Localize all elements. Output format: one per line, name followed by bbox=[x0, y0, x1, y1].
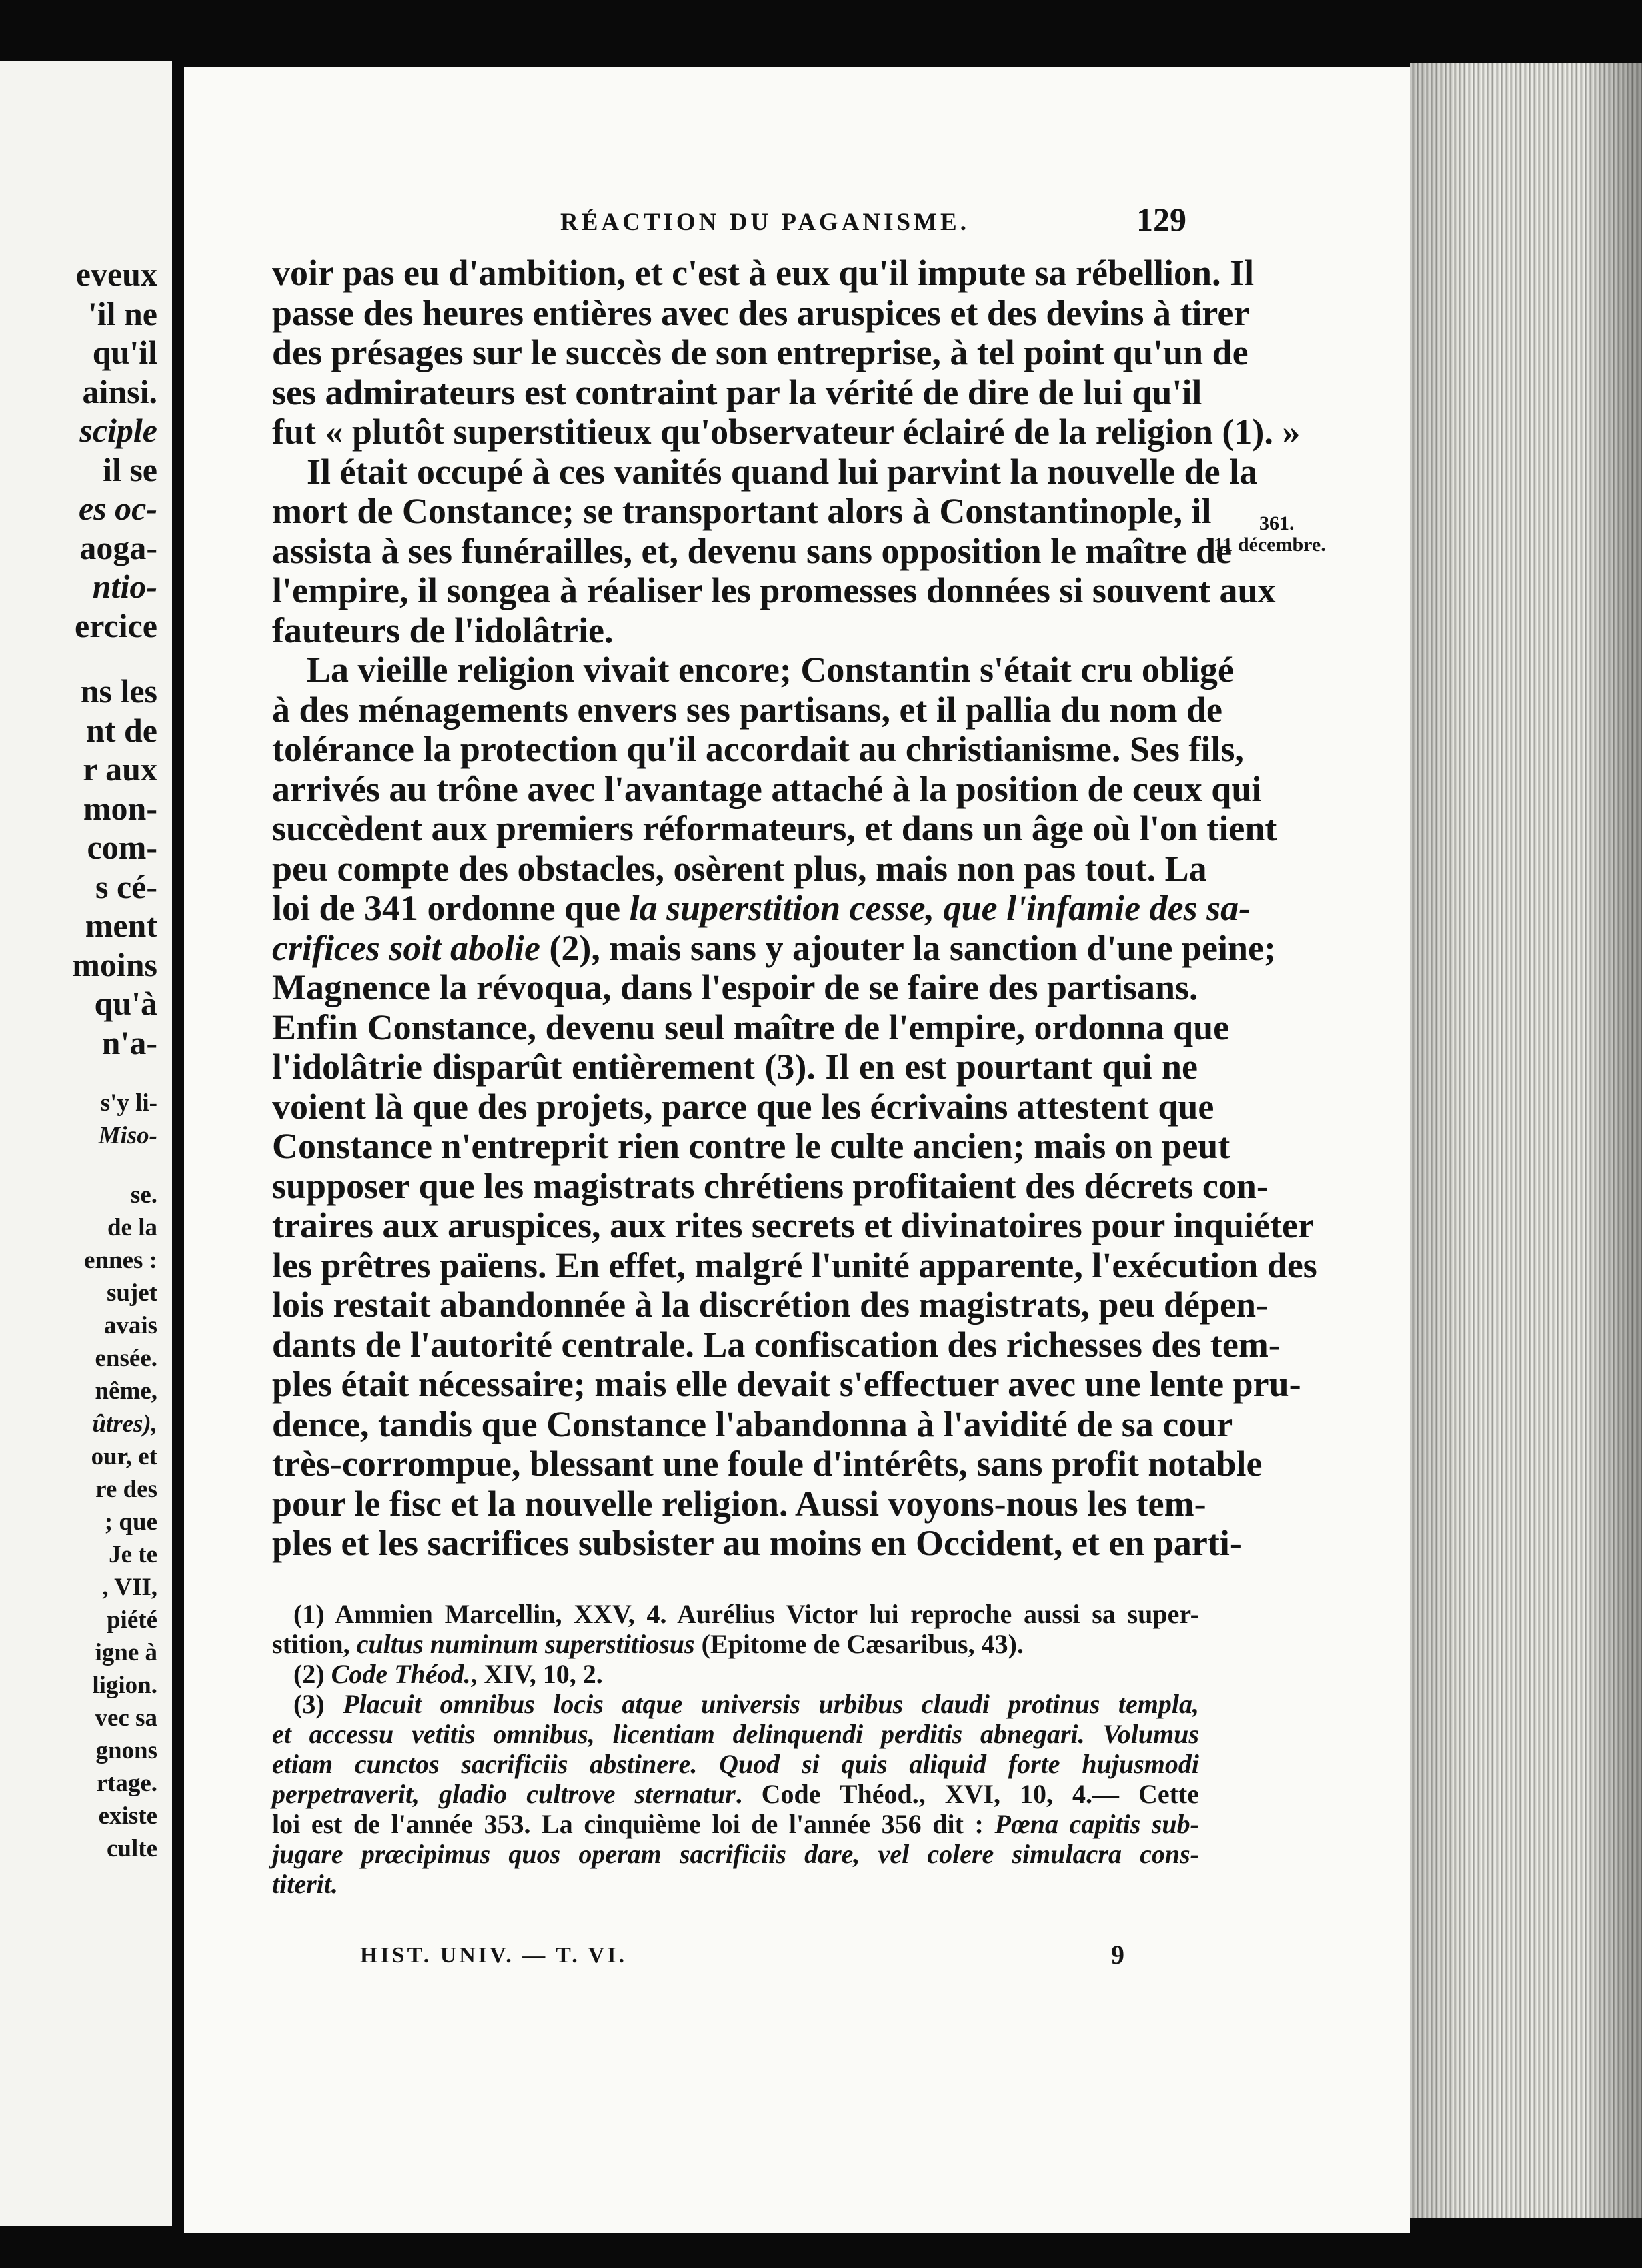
italic-text: cultus numinum superstitiosus bbox=[356, 1629, 695, 1659]
text-span: peu compte des obstacles, osèrent plus, mais non pas tout. La bbox=[272, 848, 1207, 889]
text-line bbox=[272, 1523, 1242, 1563]
italic-text: Pœna capitis sub- bbox=[994, 1809, 1199, 1839]
left-page-fragment: il se bbox=[103, 450, 157, 488]
left-page-fragment: re des bbox=[95, 1476, 157, 1503]
left-page-fragment: vec sa bbox=[95, 1704, 157, 1732]
text-line bbox=[272, 1245, 1317, 1285]
italic-text: Code Théod. bbox=[331, 1659, 471, 1689]
italic-text: crifices soit abolie bbox=[272, 927, 540, 968]
text-span: arrivés au trône avec l'avantage attaché à la position de ceux qui bbox=[272, 768, 1262, 809]
text-line bbox=[272, 412, 1301, 452]
left-page-fragment: rtage. bbox=[96, 1770, 157, 1797]
text-line bbox=[307, 650, 1234, 690]
text-span: supposer que les magistrats chrétiens profitaient des décrets con- bbox=[272, 1165, 1269, 1206]
text-span: l'empire, il songea à réaliser les promesses données si souvent aux bbox=[272, 570, 1276, 610]
text-line bbox=[272, 253, 1255, 293]
text-span: tolérance la protection qu'il accordait au christianisme. Ses fils, bbox=[272, 729, 1244, 769]
footnote-line bbox=[272, 1841, 1199, 1868]
text-line bbox=[272, 1126, 1230, 1166]
left-page-fragment: se. bbox=[130, 1181, 157, 1209]
text-span: Constance n'entreprit rien contre le culte ancien; mais on peut bbox=[272, 1126, 1230, 1166]
footnote-line bbox=[272, 1871, 1199, 1898]
left-page-fragment: Je te bbox=[109, 1541, 157, 1568]
footnote-line bbox=[272, 1781, 1199, 1808]
text-span: lois restait abandonnée à la discrétion des magistrats, peu dépen- bbox=[272, 1285, 1269, 1325]
printer-signature: HIST. UNIV. — T. VI. bbox=[360, 1943, 627, 1968]
page-number: 129 bbox=[1136, 201, 1186, 238]
left-page-fragment: our, et bbox=[91, 1443, 157, 1470]
text-line bbox=[272, 570, 1276, 610]
footnote-line bbox=[293, 1691, 1199, 1718]
text-line bbox=[272, 808, 1277, 848]
text-line bbox=[272, 848, 1207, 889]
margin-note-year: 361. bbox=[1259, 512, 1295, 534]
text-line bbox=[272, 689, 1223, 730]
text-span: ses admirateurs est contraint par la vérité de dire de lui qu'il bbox=[272, 372, 1202, 412]
text-span: fauteurs de l'idolâtrie. bbox=[272, 610, 614, 650]
left-page-fragment: s cé- bbox=[95, 867, 157, 905]
footnote-line bbox=[293, 1661, 1199, 1688]
left-page-fragment: es oc- bbox=[79, 490, 157, 527]
text-span: mort de Constance; se transportant alors à Constantinople, il bbox=[272, 491, 1212, 531]
page-edge-shadow bbox=[1410, 63, 1642, 2218]
left-page-fragment: qu'il bbox=[92, 334, 157, 371]
left-page-fragment: eveux bbox=[75, 255, 157, 293]
text-span: dence, tandis que Constance l'abandonna à l'avidité de sa cour bbox=[272, 1403, 1233, 1444]
text-line bbox=[272, 1403, 1233, 1444]
text-line bbox=[272, 927, 1276, 968]
text-span: des présages sur le succès de son entreprise, à tel point qu'un de bbox=[272, 332, 1249, 372]
left-page-fragment: 'il ne bbox=[87, 294, 157, 332]
text-span: loi est de l'année 353. La cinquième loi de l'année 356 dit : bbox=[272, 1809, 995, 1839]
text-line bbox=[272, 1483, 1206, 1524]
text-span: . Code Théod., XVI, 10, 4.— Cette bbox=[735, 1779, 1199, 1809]
adjacent-left-page bbox=[0, 61, 172, 2226]
text-line bbox=[272, 1205, 1314, 1245]
left-page-fragment: igne à bbox=[95, 1639, 157, 1666]
left-page-fragment: mon- bbox=[83, 789, 157, 827]
left-page-fragment: ûtres), bbox=[92, 1410, 157, 1438]
text-line bbox=[272, 1049, 1198, 1085]
signature-number: 9 bbox=[1111, 1940, 1124, 1970]
text-span: pour le fisc et la nouvelle religion. Aussi voyons-nous les tem- bbox=[272, 1483, 1206, 1524]
text-line bbox=[272, 969, 1198, 1005]
left-page-fragment: ; que bbox=[104, 1508, 157, 1536]
italic-text: etiam cunctos sacrificiis abstinere. Quod si quis aliquid forte hujusmodi bbox=[272, 1749, 1199, 1779]
left-page-fragment: aoga- bbox=[79, 528, 157, 566]
text-line bbox=[272, 729, 1244, 769]
left-page-fragment: ercice bbox=[75, 606, 157, 644]
text-line bbox=[272, 1007, 1230, 1047]
left-page-fragment: moins bbox=[72, 945, 157, 983]
text-span: les prêtres païens. En effet, malgré l'unité apparente, l'exécution des bbox=[272, 1245, 1317, 1285]
left-page-fragment: nt de bbox=[86, 711, 157, 749]
left-page-fragment: r aux bbox=[83, 750, 157, 788]
italic-text: Placuit omnibus locis atque universis urbibus claudi protinus templa, bbox=[343, 1689, 1200, 1719]
left-page-fragment: ment bbox=[85, 907, 157, 944]
text-line bbox=[272, 1324, 1281, 1365]
left-page-fragment: piété bbox=[106, 1606, 157, 1634]
text-line bbox=[307, 451, 1258, 492]
left-page-fragment: gnons bbox=[95, 1737, 157, 1764]
left-page-fragment: ns les bbox=[80, 672, 157, 710]
text-line bbox=[272, 292, 1250, 333]
left-page-fragment: ligion. bbox=[92, 1672, 157, 1699]
left-page-fragment: s'y li- bbox=[100, 1089, 157, 1117]
text-line bbox=[272, 332, 1249, 372]
text-span: ples et les sacrifices subsister au moins en Occident, et en parti- bbox=[272, 1523, 1242, 1563]
text-span: voient là que des projets, parce que les écrivains attestent que bbox=[272, 1086, 1214, 1127]
footnote-line bbox=[272, 1751, 1199, 1778]
left-page-fragment: ensée. bbox=[95, 1345, 157, 1372]
text-span: (3) bbox=[293, 1689, 343, 1719]
text-line bbox=[272, 1364, 1301, 1404]
left-page-fragment: sciple bbox=[79, 412, 157, 449]
text-line bbox=[272, 1086, 1214, 1127]
text-span: Enfin Constance, devenu seul maître de l'empire, ordonna que bbox=[272, 1007, 1230, 1047]
text-span: très-corrompue, blessant une foule d'intérêts, sans profit notable bbox=[272, 1444, 1263, 1484]
text-line bbox=[272, 491, 1212, 531]
text-span: voir pas eu d'ambition, et c'est à eux qu'il impute sa rébellion. Il bbox=[272, 253, 1255, 293]
text-span: fut « plutôt superstitieux qu'observateur éclairé de la religion (1). » bbox=[272, 412, 1301, 452]
margin-note-date: 11 décembre. bbox=[1214, 534, 1326, 556]
text-line bbox=[272, 372, 1202, 412]
text-span: (2), mais sans y ajouter la sanction d'une peine; bbox=[540, 927, 1276, 968]
text-line bbox=[272, 530, 1233, 571]
left-page-fragment: com- bbox=[87, 828, 157, 866]
text-span: dants de l'autorité centrale. La confiscation des richesses des tem- bbox=[272, 1324, 1281, 1365]
footnote-line bbox=[272, 1721, 1199, 1748]
text-span: Magnence la révoqua, dans l'espoir de se faire des partisans. bbox=[272, 967, 1198, 1007]
text-line bbox=[272, 1444, 1263, 1484]
italic-text: jugare præcipimus quos operam sacrificiis dare, vel colere simulacra cons- bbox=[272, 1839, 1199, 1869]
italic-text: titerit. bbox=[272, 1869, 338, 1899]
text-line bbox=[272, 768, 1262, 809]
text-line bbox=[272, 1165, 1269, 1206]
running-head: RÉACTION DU PAGANISME. bbox=[560, 209, 970, 236]
left-page-fragment: culte bbox=[106, 1835, 157, 1862]
left-page-fragment: de la bbox=[107, 1214, 157, 1241]
left-page-fragment: , VII, bbox=[102, 1574, 157, 1601]
text-span: , XIV, 10, 2. bbox=[470, 1659, 603, 1689]
italic-text: la superstition cesse, que l'infamie des sa- bbox=[629, 888, 1251, 928]
footnote-line bbox=[272, 1811, 1199, 1838]
left-page-fragment: ainsi. bbox=[82, 372, 157, 410]
left-page-fragment: qu'à bbox=[94, 985, 157, 1022]
footnote-line bbox=[293, 1601, 1199, 1628]
text-span: passe des heures entières avec des aruspices et des devins à tirer bbox=[272, 292, 1250, 333]
text-span: l'idolâtrie disparût entièrement (3). Il en est pourtant qui ne bbox=[272, 1047, 1198, 1087]
text-span: ples était nécessaire; mais elle devait s'effectuer avec une lente pru- bbox=[272, 1364, 1301, 1404]
footnote-line bbox=[272, 1631, 1199, 1658]
left-page-fragment: ntio- bbox=[92, 568, 157, 605]
text-line bbox=[272, 888, 1251, 928]
text-span: succèdent aux premiers réformateurs, et dans un âge où l'on tient bbox=[272, 808, 1277, 848]
left-page-fragment: existe bbox=[98, 1802, 157, 1830]
left-page-fragment: avais bbox=[103, 1312, 157, 1339]
text-span: à des ménagements envers ses partisans, et il pallia du nom de bbox=[272, 689, 1223, 730]
text-span: assista à ses funérailles, et, devenu sans opposition le maître de bbox=[272, 530, 1233, 571]
text-span: (Epitome de Cæsaribus, 43). bbox=[694, 1629, 1024, 1659]
text-span: loi de 341 ordonne que bbox=[272, 888, 630, 928]
left-page-fragment: ennes : bbox=[84, 1247, 157, 1274]
text-span: traires aux aruspices, aux rites secrets et divinatoires pour inquiéter bbox=[272, 1205, 1314, 1245]
italic-text: perpetraverit, gladio cultrove sternatur bbox=[272, 1779, 736, 1809]
left-page-fragment: n'a- bbox=[101, 1023, 157, 1061]
text-line bbox=[272, 612, 1198, 648]
left-page-fragment: nême, bbox=[95, 1377, 157, 1405]
text-span: (1) Ammien Marcellin, XXV, 4. Aurélius Victor lui reproche aussi sa super- bbox=[293, 1599, 1199, 1629]
text-span: La vieille religion vivait encore; Constantin s'était cru obligé bbox=[307, 650, 1234, 690]
text-line bbox=[272, 1285, 1269, 1325]
text-span: stition, bbox=[272, 1629, 357, 1659]
text-span: (2) bbox=[293, 1659, 331, 1689]
left-page-fragment: Miso- bbox=[98, 1122, 157, 1149]
text-span: Il était occupé à ces vanités quand lui parvint la nouvelle de la bbox=[307, 451, 1258, 492]
left-page-fragment: sujet bbox=[106, 1279, 157, 1307]
italic-text: et accessu vetitis omnibus, licentiam delinquendi perditis abnegari. Volumus bbox=[272, 1719, 1199, 1749]
